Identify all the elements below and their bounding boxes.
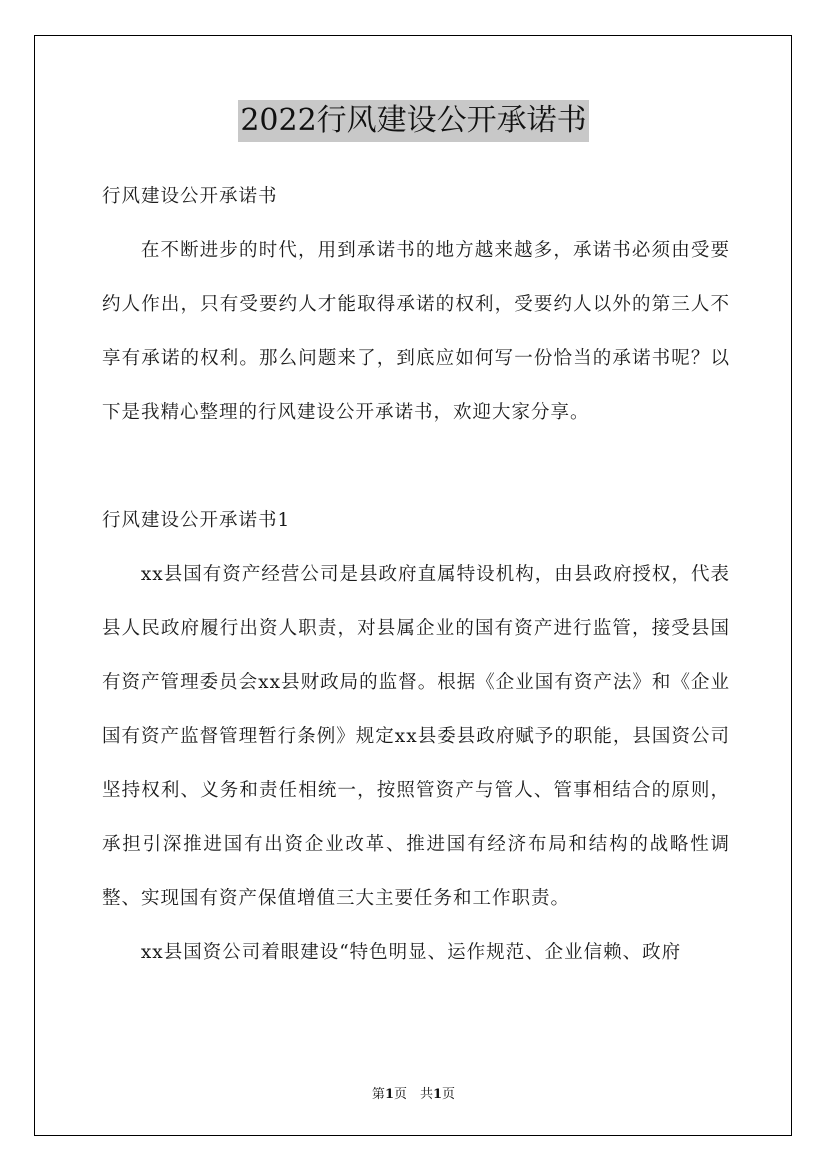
intro-paragraph: 在不断进步的时代，用到承诺书的地方越来越多，承诺书必须由受要约人作出，只有受要约人才能取得承诺的权利，受要约人以外的第三人不享有承诺的权利。那么问题来了，到底应如何写一份恰当的承诺书呢？以下是我精心整理的行风建设公开承诺书，欢迎大家分享。 (102, 240, 730, 423)
body-paragraph-1: xx县国有资产经营公司是县政府直属特设机构，由县政府授权，代表县人民政府履行出资人职责，对县属企业的国有资产进行监管，接受县国有资产管理委员会xx县财政局的监督。根据《企业国有资产法》和《企业国有资产监督管理暂行条例》规定xx县委县政府赋予的职能，县国资公司坚持权利、义务和责任相统一，按照管资产与管人、管事相结合的原则，承担引深推进国有出资企业改革、推进国有经济布局和结构的战略性调整、实现国有资产保值增值三大主要任务和工作职责。 (102, 564, 730, 909)
footer-page-current: 1 (384, 1087, 394, 1102)
document-subtitle: 行风建设公开承诺书 (102, 186, 278, 207)
footer-page-suffix: 页 (442, 1087, 456, 1102)
document-title: 2022行风建设公开承诺书 (238, 100, 588, 142)
footer-page-total: 1 (433, 1087, 443, 1102)
document-body (102, 170, 730, 980)
section-heading: 行风建设公开承诺书1 (102, 510, 291, 531)
footer-page-prefix: 第 (371, 1087, 385, 1102)
body-paragraph-2: xx县国资公司着眼建设“特色明显、运作规范、企业信赖、政府 (140, 942, 682, 963)
paragraph-gap (102, 440, 730, 494)
footer-page-mid: 页 共 (393, 1087, 433, 1102)
title-container (0, 100, 827, 142)
page-footer (0, 1083, 827, 1102)
